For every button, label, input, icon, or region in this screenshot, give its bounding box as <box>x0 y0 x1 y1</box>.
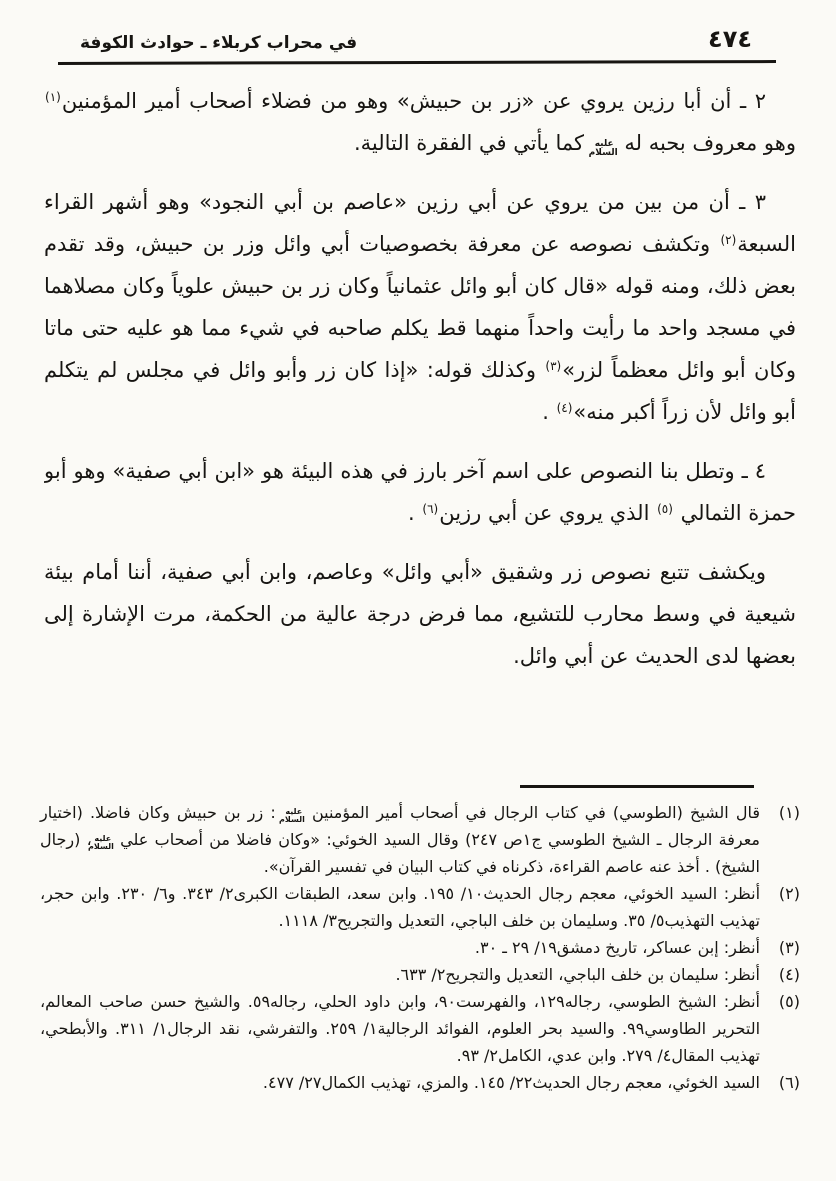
text-run: أنظر: الشيخ الطوسي، رجاله١٢٩، والفهرست٩٠، وابن داود الحلي، رجاله٥٩. والشيخ حسن صاحب المعالم، التحرير الطاوسي٩٩. والسيد بحر العلوم، الفوائد الرجالية١/ ٢٥٩. والتفرشي، نقد الرجال١/ ٣١١. والأبطحي، تهذيب المقال٤/ ٢٧٩. وابن عدي، الكامل٢/ ٩٣. <box>40 992 761 1065</box>
text-run: ٣ ـ أن من بين من يروي عن أبي رزين «عاصم بن أبي النجود» وهو أشهر القراء السبعة <box>44 190 796 256</box>
text-run: أنظر: السيد الخوئي، معجم رجال الحديث١٠/ ١٩٥. وابن سعد، الطبقات الكبرى٢/ ٣٤٣. و٦/ ٢٣٠. وابن حجر، تهذيب التهذيب٥/ ٣٥. وسليمان بن خلف الباجي، التعديل والتجريح٣/ ١١١٨. <box>40 884 761 930</box>
text-run: : زر بن حبيش وكان فاضلا. (اختيار معرفة الرجال ـ الشيخ الطوسي ج١ص ٢٤٧) وقال السيد الخوئي: «وكان فاضلا من أصحاب علي <box>40 803 760 849</box>
footnote-item <box>40 799 800 880</box>
body-paragraph <box>44 450 796 534</box>
page-number: ٤٧٤ <box>708 25 752 53</box>
honorific-alayhis-salam-icon: عليه السلام <box>279 807 305 824</box>
text-run: . <box>542 400 556 424</box>
body-paragraph <box>44 80 796 164</box>
footnote-number: (٥) <box>778 992 800 1011</box>
text-run: السيد الخوئي، معجم رجال الحديث٢٢/ ١٤٥. والمزي، تهذيب الكمال٢٧/ ٤٧٧. <box>262 1073 760 1092</box>
body-paragraph <box>44 551 796 677</box>
text-run: وهو معروف بحبه له <box>617 131 796 155</box>
text-run: ، (رجال الشيخ) . أخذ عنه عاصم القراءة، ذكرناه في كتاب البيان في تفسير القرآن». <box>40 830 760 876</box>
honorific-alayhis-salam-icon: عليه السلام <box>88 834 114 851</box>
header-rule <box>58 60 776 65</box>
footnote-item <box>40 1069 800 1096</box>
footnote-item <box>40 988 800 1069</box>
footnote-separator-rule <box>520 785 754 788</box>
footnote-number: (٢) <box>778 884 800 903</box>
text-run: أنظر: سليمان بن خلف الباجي، التعديل والتجريح٢/ ٦٣٣. <box>395 965 760 984</box>
footnote-text <box>40 799 760 880</box>
footnote-text <box>40 961 760 988</box>
text-run: وتكشف نصوصه عن معرفة بخصوصيات أبي وائل وزر بن حبيش، وقد تقدم بعض ذلك، ومنه قوله «قال كان أبو وائل عثمانياً وكان زر بن حبيش علوياً وكان مصلاهما في مسجد واحد ما رأيت واحداً منهما قط يكلم صاحبه في شيء مما هو عليه حتى ماتا وكان أبو وائل معظماً لزر» <box>44 232 796 382</box>
text-run: قال الشيخ (الطوسي) في كتاب الرجال في أصحاب أمير المؤمنين <box>304 803 760 822</box>
text-run: ٤ ـ وتطل بنا النصوص على اسم آخر بارز في هذه البيئة هو «ابن أبي صفية» وهو أبو حمزة الثمالي <box>44 459 796 525</box>
footnote-ref: (٦) <box>422 502 439 516</box>
text-run: ويكشف تتبع نصوص زر وشقيق «أبي وائل» وعاصم، وابن أبي صفية، أننا أمام بيئة شيعية في وسط محارب للتشيع، مما فرض درجة عالية من الحكمة، مرت الإشارة إلى بعضها لدى الحديث عن أبي وائل. <box>44 560 796 668</box>
honorific-alayhis-salam-icon: عليه السلام <box>588 139 618 158</box>
body-paragraph <box>44 181 796 433</box>
footnote-item <box>40 880 800 934</box>
footnote-ref: (٥) <box>657 502 673 516</box>
text-run: ٢ ـ أن أبا رزين يروي عن «زر بن حبيش» وهو من فضلاء أصحاب أمير المؤمنين <box>61 89 766 113</box>
text-run: كما يأتي في الفقرة التالية. <box>353 131 591 155</box>
footnote-ref: (٤) <box>556 401 573 415</box>
footnote-number: (٣) <box>778 938 800 957</box>
footnote-item <box>40 934 800 961</box>
footnotes-section <box>40 799 800 1096</box>
text-run: وكذلك قوله: «إذا كان زر وأبو وائل في مجلس لم يتكلم أبو وائل لأن زراً أكبر منه» <box>44 358 796 424</box>
body-text <box>44 80 796 780</box>
footnote-text <box>40 1069 760 1096</box>
footnote-item <box>40 961 800 988</box>
running-head-title: في محراب كربلاء ـ حوادث الكوفة <box>80 33 358 53</box>
text-run: أنظر: إبن عساكر، تاريخ دمشق١٩/ ٢٩ ـ ٣٠. <box>474 938 760 957</box>
footnote-number: (٤) <box>778 965 800 984</box>
footnote-text <box>40 988 760 1069</box>
footnote-ref: (١) <box>45 90 61 104</box>
footnote-text <box>40 880 760 934</box>
footnote-ref: (٢) <box>720 233 737 247</box>
footnote-number: (١) <box>778 803 800 822</box>
footnote-number: (٦) <box>778 1073 800 1092</box>
footnote-text <box>40 934 760 961</box>
text-run: . <box>408 501 422 525</box>
footnote-ref: (٣) <box>545 359 562 373</box>
text-run: الذي يروي عن أبي رزين <box>439 501 657 525</box>
